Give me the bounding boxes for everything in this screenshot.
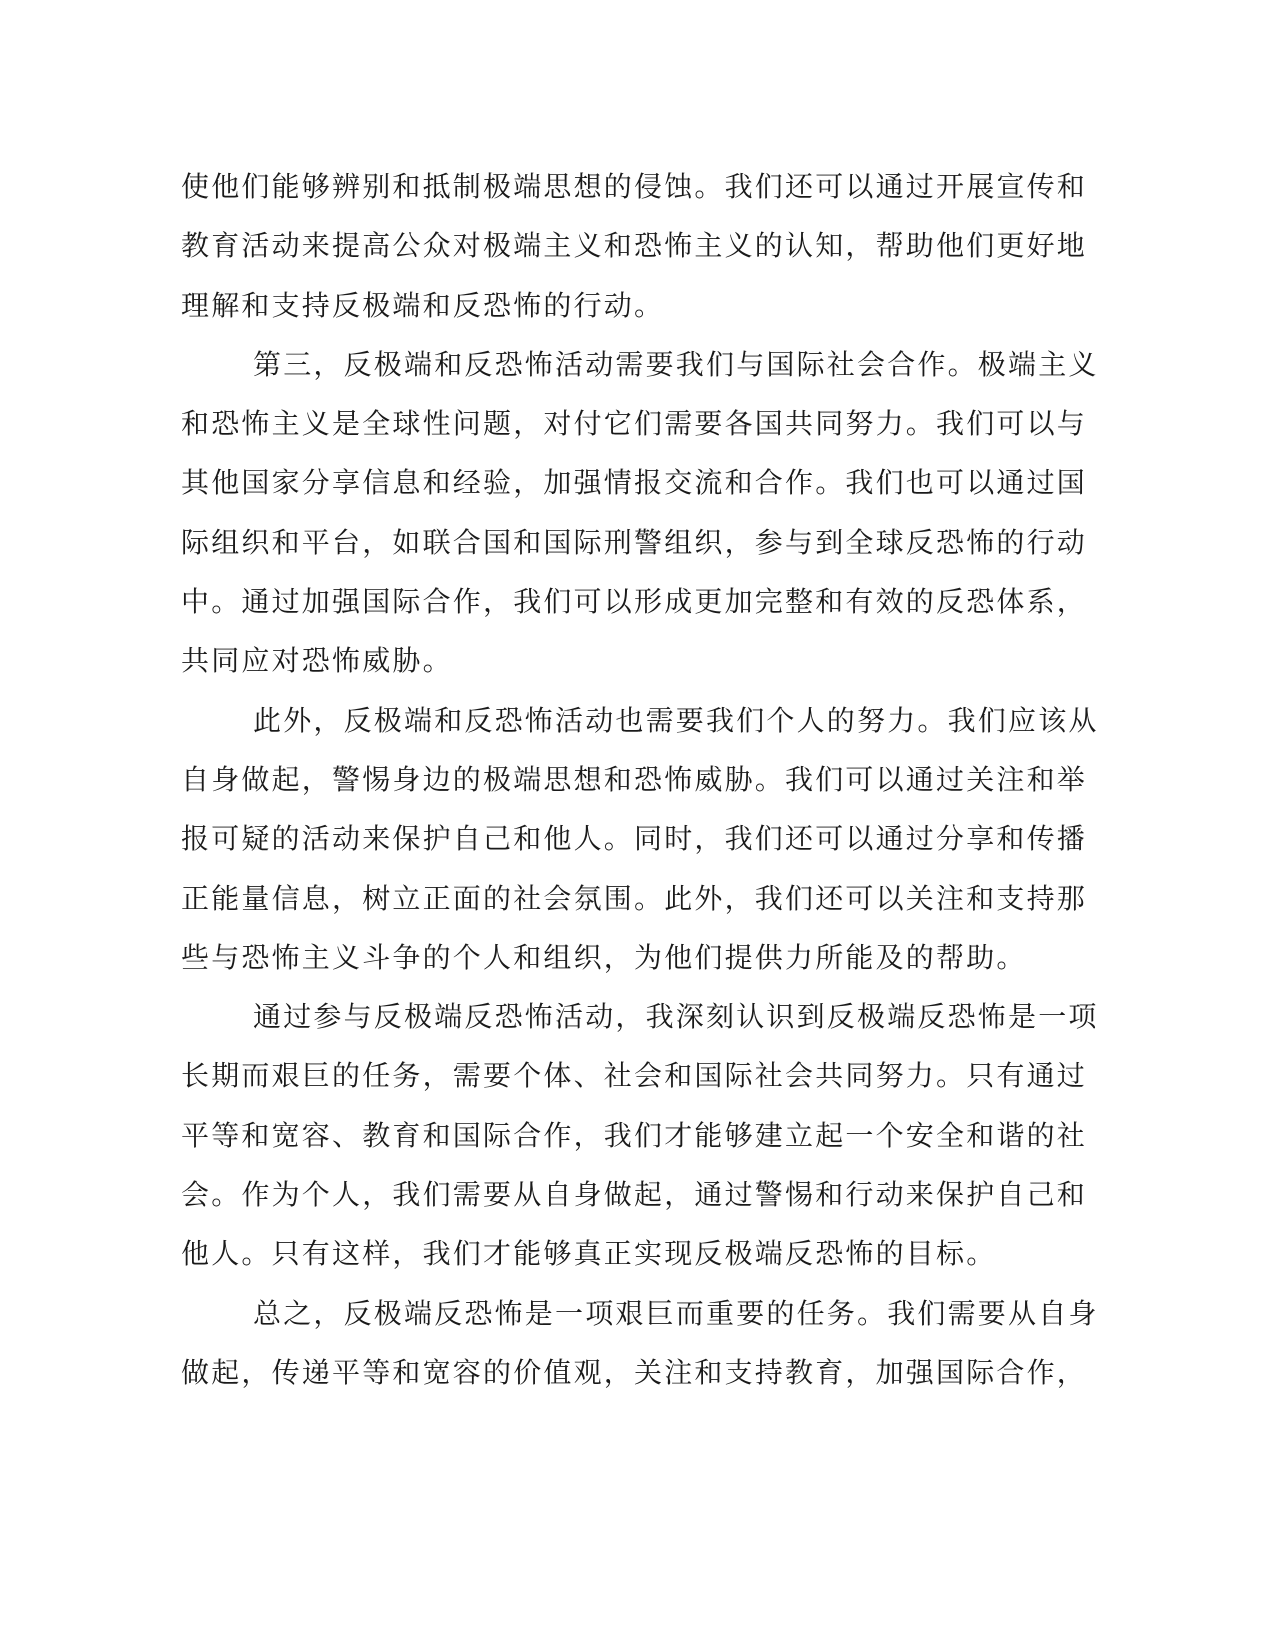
text-line: 他人。只有这样，我们才能够真正实现反极端反恐怖的目标。 bbox=[181, 1237, 997, 1271]
text-line: 其他国家分享信息和经验，加强情报交流和合作。我们也可以通过国 bbox=[181, 466, 1088, 500]
paragraph bbox=[181, 987, 1099, 1283]
text-line: 做起，传递平等和宽容的价值观，关注和支持教育，加强国际合作， bbox=[181, 1355, 1088, 1389]
paragraph bbox=[181, 691, 1099, 987]
paragraph bbox=[181, 1284, 1099, 1403]
text-line: 际组织和平台，如联合国和国际刑警组织，参与到全球反恐怖的行动 bbox=[181, 525, 1088, 559]
text-line: 理解和支持反极端和反恐怖的行动。 bbox=[181, 288, 665, 322]
text-line: 些与恐怖主义斗争的个人和组织，为他们提供力所能及的帮助。 bbox=[181, 940, 1027, 974]
text-line: 第三，反极端和反恐怖活动需要我们与国际社会合作。极端主义 bbox=[253, 347, 1099, 381]
document-body bbox=[181, 157, 1099, 1402]
text-line: 此外，反极端和反恐怖活动也需要我们个人的努力。我们应该从 bbox=[253, 703, 1099, 737]
text-line: 中。通过加强国际合作，我们可以形成更加完整和有效的反恐体系， bbox=[181, 585, 1088, 619]
paragraph bbox=[181, 157, 1088, 335]
text-line: 通过参与反极端反恐怖活动，我深刻认识到反极端反恐怖是一项 bbox=[253, 1000, 1099, 1034]
text-line: 使他们能够辨别和抵制极端思想的侵蚀。我们还可以通过开展宣传和 bbox=[181, 170, 1088, 203]
text-line: 会。作为个人，我们需要从自身做起，通过警惕和行动来保护自己和 bbox=[181, 1178, 1088, 1212]
paragraph bbox=[181, 335, 1099, 691]
text-line: 长期而艰巨的任务，需要个体、社会和国际社会共同努力。只有通过 bbox=[181, 1059, 1088, 1093]
text-line: 教育活动来提高公众对极端主义和恐怖主义的认知，帮助他们更好地 bbox=[181, 229, 1088, 263]
text-line: 正能量信息，树立正面的社会氛围。此外，我们还可以关注和支持那 bbox=[181, 881, 1088, 915]
text-line: 平等和宽容、教育和国际合作，我们才能够建立起一个安全和谐的社 bbox=[181, 1118, 1088, 1152]
text-line: 总之，反极端反恐怖是一项艰巨而重要的任务。我们需要从自身 bbox=[253, 1296, 1099, 1330]
text-line: 和恐怖主义是全球性问题，对付它们需要各国共同努力。我们可以与 bbox=[181, 407, 1088, 441]
text-line: 自身做起，警惕身边的极端思想和恐怖威胁。我们可以通过关注和举 bbox=[181, 762, 1088, 796]
text-line: 报可疑的活动来保护自己和他人。同时，我们还可以通过分享和传播 bbox=[181, 822, 1088, 856]
text-line: 共同应对恐怖威胁。 bbox=[181, 644, 453, 678]
